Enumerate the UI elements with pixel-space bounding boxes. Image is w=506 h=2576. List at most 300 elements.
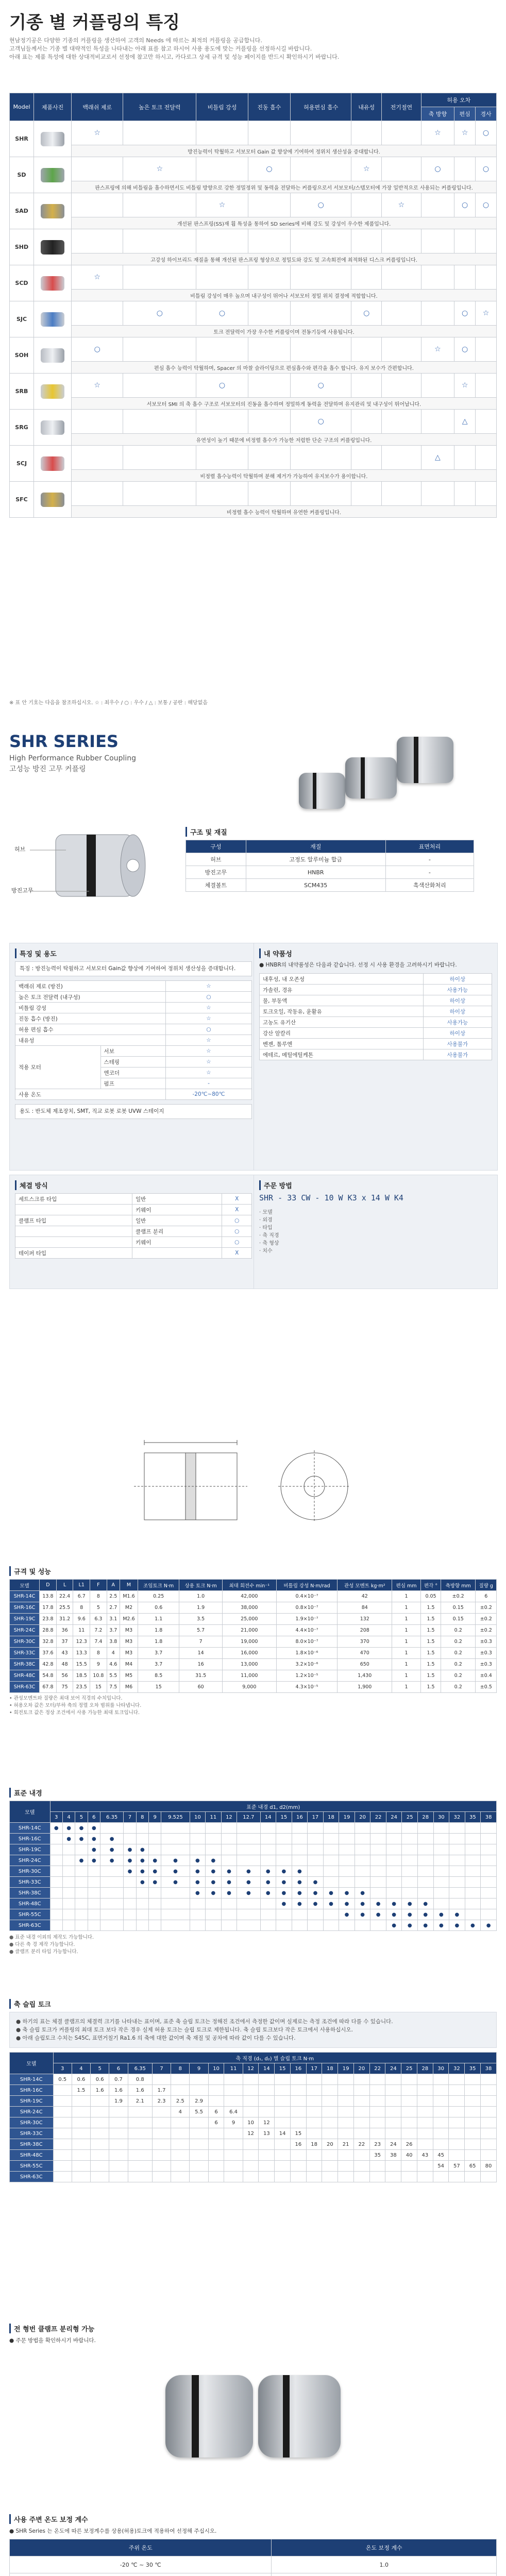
- table-cell: 9.6: [73, 1614, 90, 1625]
- description-cell: 방진능력이 탁월하고 서보모터 Gain 값 향상에 기여하여 정위치 생산성을 증대합니다.: [72, 145, 497, 157]
- header-cell: 제품사진: [34, 93, 72, 121]
- table-cell: ±0.2: [476, 1614, 497, 1625]
- rating-cell: [351, 121, 382, 145]
- header-cell: 최대 회전수 min⁻¹: [223, 1580, 276, 1591]
- table-cell: M3: [120, 1648, 138, 1659]
- table-cell: 1.0: [179, 1591, 223, 1602]
- table-cell: [224, 2150, 243, 2161]
- available-dot-icon: ●: [149, 1866, 161, 1877]
- table-cell: [62, 1888, 75, 1899]
- table-cell: 일반: [132, 1194, 222, 1205]
- table-cell: M3: [120, 1636, 138, 1648]
- table-cell: [91, 2161, 109, 2172]
- available-dot-icon: ●: [323, 1888, 339, 1899]
- model-cell: SHR-55C: [10, 1909, 50, 1920]
- header-cell: 17: [308, 1812, 324, 1823]
- table-cell: [481, 1866, 497, 1877]
- features-title: 특징 및 용도: [15, 948, 252, 958]
- table-cell: [243, 2150, 259, 2161]
- table-cell: 42.8: [40, 1659, 57, 1670]
- table-cell: [136, 1909, 148, 1920]
- table-cell: [449, 1888, 465, 1899]
- table-cell: [339, 1920, 355, 1931]
- table-cell: [72, 2161, 90, 2172]
- product-thumbnail: [34, 229, 72, 265]
- table-cell: [370, 1855, 386, 1866]
- table-cell: 0.5: [53, 2074, 72, 2085]
- table-cell: [260, 1920, 276, 1931]
- table-cell: 4: [171, 2107, 190, 2117]
- table-cell: [272, 2573, 497, 2576]
- table-cell: [171, 2150, 190, 2161]
- table-cell: 엔코더: [100, 1067, 165, 1078]
- table-cell: 35: [369, 2150, 385, 2161]
- rating-cell: ☆: [196, 193, 248, 217]
- table-cell: [370, 1920, 386, 1931]
- available-dot-icon: ●: [124, 1844, 136, 1855]
- table-cell: [465, 1823, 481, 1834]
- table-cell: [62, 1877, 75, 1888]
- available-dot-icon: ●: [292, 1866, 308, 1877]
- header-cell: 편심 mm: [392, 1580, 421, 1591]
- header-cell: 주위 온도: [10, 2539, 272, 2556]
- table-cell: [72, 2128, 90, 2139]
- table-cell: [338, 2117, 354, 2128]
- table-cell: [276, 1844, 292, 1855]
- table-cell: [109, 2172, 128, 2182]
- table-cell: 고정도 알루미늄 합금: [246, 853, 385, 866]
- table-cell: [275, 2117, 291, 2128]
- table-cell: [449, 2117, 465, 2128]
- table-cell: 2.9: [190, 2096, 208, 2107]
- table-cell: [417, 2161, 433, 2172]
- table-cell: [465, 2139, 481, 2150]
- torque-line: ● 하기의 표는 체결 클램프의 체결력 크기를 나타내는 표이며, 표준 축 슬립 토크는 정해진 조건에서 측정한 값이며 실제로는 측정 조건에 따라 다를 수 있습니다.: [16, 2019, 393, 2025]
- table-cell: 1.5: [421, 1682, 441, 1693]
- table-cell: [417, 2085, 433, 2096]
- header-cell: 6.35: [100, 1812, 123, 1823]
- table-cell: [480, 2128, 496, 2139]
- table-cell: [171, 2074, 190, 2085]
- table-row: [260, 1017, 492, 1028]
- table-cell: 20: [322, 2139, 338, 2150]
- table-cell: [260, 1909, 276, 1920]
- table-cell: [152, 2117, 171, 2128]
- table-cell: [224, 2096, 243, 2107]
- table-cell: 10: [243, 2117, 259, 2128]
- table-cell: 23.8: [40, 1614, 57, 1625]
- table-cell: [322, 2172, 338, 2182]
- model-cell: SHR-30C: [10, 2117, 54, 2128]
- table-cell: [290, 2117, 306, 2128]
- table-cell: [401, 2161, 417, 2172]
- table-cell: 0.15: [441, 1602, 476, 1614]
- table-cell: [449, 2096, 465, 2107]
- table-cell: [338, 2085, 354, 2096]
- table-cell: [190, 2150, 208, 2161]
- table-cell: [75, 1866, 88, 1877]
- table-cell: 26: [401, 2139, 417, 2150]
- shr-subtitle-kr: 고성능 방진 고무 커플링: [9, 765, 86, 773]
- table-cell: [53, 2085, 72, 2096]
- table-cell: [417, 2117, 433, 2128]
- table-cell: [370, 1844, 386, 1855]
- table-cell: [149, 1888, 161, 1899]
- header-cell: 허용편심 흡수: [291, 93, 351, 121]
- table-cell: [75, 1909, 88, 1920]
- spec-note: • 관성모멘트와 질량은 최대 보어 직경의 수치입니다.: [9, 1696, 123, 1701]
- table-cell: [62, 1866, 75, 1877]
- split-photo: [155, 2354, 351, 2478]
- table-cell: 13: [259, 2128, 275, 2139]
- available-dot-icon: ●: [370, 1899, 386, 1909]
- table-cell: ☆: [165, 1003, 251, 1013]
- available-dot-icon: ●: [88, 1823, 100, 1834]
- table-cell: [136, 1888, 148, 1899]
- rating-cell: ○: [196, 301, 248, 326]
- table-cell: [322, 2074, 338, 2085]
- available-dot-icon: ●: [75, 1823, 88, 1834]
- table-cell: [100, 1920, 123, 1931]
- table-cell: [339, 1866, 355, 1877]
- available-dot-icon: ●: [190, 1888, 206, 1899]
- product-thumbnail: [34, 193, 72, 229]
- model-cell: SHR-19C: [10, 1844, 50, 1855]
- table-cell: -: [385, 853, 474, 866]
- table-cell: [433, 2139, 449, 2150]
- table-cell: [385, 2161, 401, 2172]
- table-cell: [465, 2117, 481, 2128]
- torque-line: ● 축 슬립 토크가 커플링의 최대 토크 보다 작은 경우 실제 허용 토크는 슬립 토크로 제한됩니다. 축 슬립 토크보다 작은 토크에서 사용하십시오.: [16, 2027, 353, 2033]
- rating-cell: [476, 410, 497, 434]
- table-cell: 42: [338, 1591, 392, 1602]
- table-cell: [128, 2117, 152, 2128]
- table-cell: [275, 2085, 291, 2096]
- table-cell: 고농도 유기산: [260, 1017, 424, 1028]
- table-cell: [465, 1866, 481, 1877]
- table-cell: 1: [392, 1670, 421, 1682]
- table-row: [10, 121, 497, 145]
- available-dot-icon: ●: [339, 1899, 355, 1909]
- table-cell: ☆: [165, 1067, 251, 1078]
- table-cell: [275, 2107, 291, 2117]
- legend-note: ※ 표 안 기호는 다음을 참조하십시오. ☆ : 최우수 / ○ : 우수 / △ : 보통 / 공란 : 해당없음: [9, 700, 208, 706]
- table-cell: [481, 1888, 497, 1899]
- table-cell: [50, 1909, 62, 1920]
- table-cell: [308, 1855, 324, 1866]
- order-panel: [254, 1175, 498, 1289]
- available-dot-icon: ●: [75, 1855, 88, 1866]
- table-cell: 60: [179, 1682, 223, 1693]
- header-cell: 10: [190, 1812, 206, 1823]
- table-cell: 1.0: [272, 2556, 497, 2573]
- table-cell: 22.4: [56, 1591, 73, 1602]
- table-cell: [260, 1844, 276, 1855]
- table-cell: 18: [306, 2139, 322, 2150]
- table-row: [15, 1194, 252, 1205]
- available-dot-icon: ●: [206, 1888, 222, 1899]
- coupling-icon: [41, 204, 64, 218]
- table-cell: [385, 2172, 401, 2182]
- table-cell: [149, 1844, 161, 1855]
- available-dot-icon: ●: [206, 1866, 222, 1877]
- table-row: [10, 1670, 497, 1682]
- header-cell: 온도 보정 계수: [272, 2539, 497, 2556]
- table-cell: -: [385, 866, 474, 879]
- bore-note: ● 클램프 분리 타입 가능합니다.: [9, 1949, 78, 1955]
- table-cell: [88, 1866, 100, 1877]
- coupling-diagram: [9, 814, 174, 917]
- table-cell: [53, 2128, 72, 2139]
- rating-cell: [382, 374, 421, 398]
- table-cell: [292, 1823, 308, 1834]
- table-cell: [88, 1909, 100, 1920]
- table-cell: X: [222, 1205, 252, 1215]
- table-cell: [308, 1909, 324, 1920]
- table-cell: [369, 2161, 385, 2172]
- available-dot-icon: ●: [339, 1888, 355, 1899]
- table-cell: 1.5: [421, 1625, 441, 1636]
- table-cell: 클램프 타입: [15, 1215, 132, 1226]
- table-cell: 31.2: [56, 1614, 73, 1625]
- table-cell: [465, 2096, 481, 2107]
- intro-line: 아래 표는 제품 특성에 대한 상대적비교로서 선정에 참고만 하시고, 카다로그 상세 규격 및 성능 페이지를 반드시 확인하시기 바랍니다.: [9, 54, 340, 60]
- coupling-icon: [41, 456, 64, 471]
- table-cell: [402, 1823, 418, 1834]
- header-cell: 38: [480, 2063, 496, 2074]
- header-group: 허용 오차: [421, 93, 496, 107]
- table-cell: [353, 2117, 369, 2128]
- table-cell: 6: [208, 2107, 224, 2117]
- table-cell: [481, 1834, 497, 1844]
- table-row: [10, 2172, 497, 2182]
- table-row: [10, 1920, 497, 1931]
- table-cell: [50, 1920, 62, 1931]
- table-cell: 내후성, 내 오존성: [260, 974, 424, 985]
- table-cell: 1.9×10⁻⁷: [276, 1614, 338, 1625]
- header-cell: 38: [481, 1812, 497, 1823]
- table-cell: ±0.4: [476, 1670, 497, 1682]
- table-cell: 1.6: [109, 2085, 128, 2096]
- table-cell: [221, 1844, 237, 1855]
- table-cell: [306, 2150, 322, 2161]
- table-row: [15, 1046, 252, 1057]
- use-box: 용도 : 반도체 제조장치, SMT, 직교 로봇 로봇 UVW 스테이지: [15, 1104, 252, 1119]
- table-cell: [190, 2128, 208, 2139]
- structure-title: 구조 및 재질: [185, 827, 474, 837]
- table-cell: [260, 1823, 276, 1834]
- table-row: [10, 446, 497, 470]
- available-dot-icon: ●: [136, 1855, 148, 1866]
- coupling-icon: [41, 312, 64, 327]
- table-cell: [322, 2107, 338, 2117]
- table-row: [10, 337, 497, 362]
- rating-cell: [382, 446, 421, 470]
- header-cell: 9: [149, 1812, 161, 1823]
- description-cell: 비정렬 흡수 능력이 탁월하며 유연한 커플링입니다.: [72, 506, 497, 518]
- torque-table: [9, 2052, 497, 2182]
- table-cell: X: [222, 1248, 252, 1259]
- table-row: [10, 2107, 497, 2117]
- table-cell: 6: [476, 1591, 497, 1602]
- model-cell: SHR-63C: [10, 2172, 54, 2182]
- available-dot-icon: ●: [260, 1866, 276, 1877]
- table-cell: [339, 1855, 355, 1866]
- table-cell: [152, 2128, 171, 2139]
- table-row: [10, 1834, 497, 1844]
- header-cell: 축방향 mm: [441, 1580, 476, 1591]
- table-row: [10, 145, 497, 157]
- table-cell: [75, 1844, 88, 1855]
- table-cell: 24: [385, 2139, 401, 2150]
- rating-cell: [454, 229, 476, 253]
- order-code-part: 33: [287, 1193, 301, 1202]
- table-cell: 키웨이: [132, 1237, 222, 1248]
- model-cell: SHR-16C: [10, 1602, 40, 1614]
- table-cell: [109, 2139, 128, 2150]
- table-cell: [128, 2128, 152, 2139]
- header-cell: 비틀림 강성 N·m/rad: [276, 1580, 338, 1591]
- table-cell: [75, 1899, 88, 1909]
- table-cell: [308, 1834, 324, 1844]
- model-cell: SHR-38C: [10, 1659, 40, 1670]
- table-cell: [237, 1855, 260, 1866]
- table-cell: 체결볼트: [186, 879, 246, 892]
- available-dot-icon: ●: [292, 1888, 308, 1899]
- table-cell: 65: [465, 2161, 481, 2172]
- table-cell: [260, 1834, 276, 1844]
- table-cell: -: [165, 1078, 251, 1089]
- table-row: [15, 1089, 252, 1100]
- table-cell: 1.8: [138, 1636, 179, 1648]
- table-row: [10, 2139, 497, 2150]
- rating-cell: [196, 337, 248, 362]
- model-cell: SHR-48C: [10, 1670, 40, 1682]
- table-cell: [339, 1834, 355, 1844]
- product-thumbnail: [34, 410, 72, 446]
- table-cell: [417, 1888, 433, 1899]
- label-rubber: 방진고무: [11, 887, 33, 894]
- available-dot-icon: ●: [124, 1866, 136, 1877]
- table-cell: [338, 2074, 354, 2085]
- table-cell: [355, 1823, 370, 1834]
- table-cell: [323, 1877, 339, 1888]
- table-cell: [221, 1823, 237, 1834]
- table-cell: 13.3: [73, 1648, 90, 1659]
- rating-cell: [248, 337, 290, 362]
- order-note: · 치수: [259, 1248, 273, 1254]
- description-cell: 판스프링에 의해 비틀림을 흡수하면서도 비틀림 방향으로 강한 정밀정위 및 동력을 전달하는 커플링으로서 서보모터/스텝모터에 가장 일반적으로 사용되는 커플링입니다.: [72, 181, 497, 193]
- available-dot-icon: ●: [237, 1877, 260, 1888]
- factor-text: ● SHR Series 는 온도에 따른 보정계수를 상용(허용)토크에 적용하여 선정해 주십시오.: [9, 2528, 217, 2534]
- table-cell: [109, 2161, 128, 2172]
- torque-line: ● 아래 슬립토크 수치는 S45C, 표면거칠기 Ra1.6 의 축에 대한 값이며 축 재질 및 공차에 따라 값이 다를 수 있습니다.: [16, 2035, 296, 2041]
- table-cell: [353, 2150, 369, 2161]
- rating-cell: [72, 229, 123, 253]
- table-row: [10, 2117, 497, 2128]
- available-dot-icon: ●: [370, 1909, 386, 1920]
- table-row: [10, 362, 497, 374]
- available-dot-icon: ●: [308, 1877, 324, 1888]
- rating-cell: [476, 337, 497, 362]
- rating-cell: [421, 193, 454, 217]
- table-cell: [465, 1834, 481, 1844]
- feature-table: [9, 93, 497, 518]
- rating-cell: [421, 374, 454, 398]
- spec-note: • 회전토크 값은 정상 조건에서 사용 가능한 최대 토크입니다.: [9, 1710, 140, 1716]
- rating-cell: [454, 446, 476, 470]
- table-cell: [149, 1909, 161, 1920]
- header-cell: 12: [221, 1812, 237, 1823]
- table-cell: [100, 1823, 123, 1834]
- table-cell: [276, 1823, 292, 1834]
- available-dot-icon: ●: [88, 1855, 100, 1866]
- table-cell: [480, 2096, 496, 2107]
- table-cell: [433, 1844, 449, 1855]
- available-dot-icon: ●: [292, 1899, 308, 1909]
- table-cell: [152, 2161, 171, 2172]
- table-cell: 6.4: [224, 2107, 243, 2117]
- table-cell: 6: [208, 2117, 224, 2128]
- bore-group-header: 표준 내경 d1, d2(mm): [50, 1801, 496, 1812]
- table-row: [186, 879, 474, 892]
- header-cell: 24: [386, 1812, 402, 1823]
- header-cell: 14: [260, 1812, 276, 1823]
- table-cell: 5.7: [179, 1625, 223, 1636]
- available-dot-icon: ●: [206, 1855, 222, 1866]
- table-cell: ☆: [165, 1035, 251, 1046]
- rating-cell: ○: [421, 157, 454, 181]
- table-cell: 1: [392, 1682, 421, 1693]
- table-cell: [109, 2107, 128, 2117]
- rating-cell: ○: [454, 193, 476, 217]
- table-cell: [417, 2128, 433, 2139]
- table-cell: [206, 1834, 222, 1844]
- available-dot-icon: ●: [75, 1834, 88, 1844]
- rating-cell: [196, 446, 248, 470]
- header-cell: L1: [73, 1580, 90, 1591]
- header-cell: 35: [465, 2063, 481, 2074]
- rating-cell: ☆: [72, 121, 123, 145]
- table-cell: 1.5: [421, 1602, 441, 1614]
- table-cell: 10.8: [90, 1670, 107, 1682]
- table-cell: [306, 2096, 322, 2107]
- bore-title: 표준 내경: [9, 1788, 497, 1798]
- available-dot-icon: ●: [161, 1877, 190, 1888]
- table-row: [10, 1855, 497, 1866]
- table-cell: [386, 1844, 402, 1855]
- available-dot-icon: ●: [276, 1877, 292, 1888]
- table-cell: [53, 2117, 72, 2128]
- table-cell: [190, 1844, 206, 1855]
- header-cell: 22: [370, 1812, 386, 1823]
- header-cell: 내유성: [351, 93, 382, 121]
- table-row: [10, 2096, 497, 2107]
- coupling-icon: [41, 240, 64, 255]
- rating-cell: [382, 229, 421, 253]
- header-cell: 6: [109, 2063, 128, 2074]
- table-cell: 하이상: [423, 995, 492, 1006]
- header-cell: 19: [338, 2063, 354, 2074]
- table-cell: 2.5: [107, 1591, 120, 1602]
- table-cell: 4: [107, 1648, 120, 1659]
- table-cell: [323, 1909, 339, 1920]
- oil-panel: [254, 943, 498, 1171]
- table-cell: 15: [290, 2128, 306, 2139]
- model-cell: SHR-14C: [10, 2074, 54, 2085]
- table-row: [10, 193, 497, 217]
- model-cell: SCJ: [10, 446, 34, 482]
